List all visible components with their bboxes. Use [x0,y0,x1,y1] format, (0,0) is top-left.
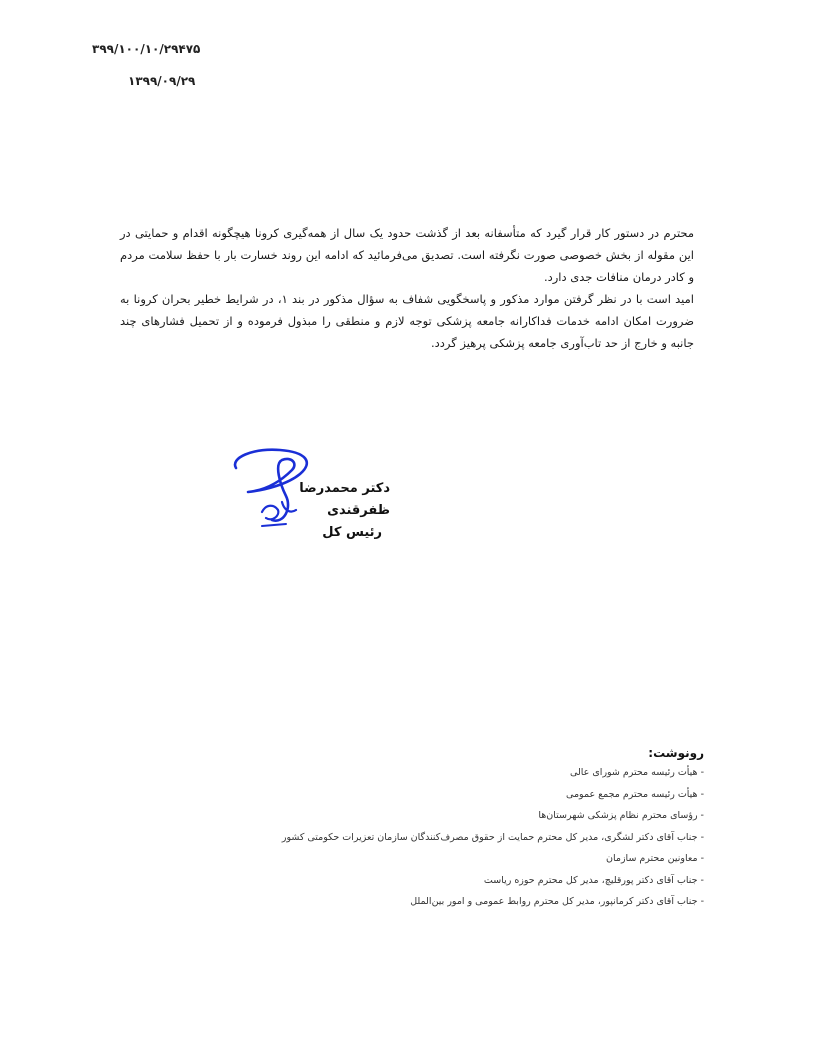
cc-item: - جناب آقای دکتر پورقلیچ، مدیر کل محترم حوزه ریاست [483,874,704,886]
signer-title: رئیس کل [322,525,382,540]
cc-title: رونوشت: [648,746,704,760]
letter-date: ۱۳۹۹/۰۹/۲۹ [128,74,196,88]
letter-number: ۳۹۹/۱۰۰/۱۰/۲۹۴۷۵ [92,42,201,56]
signer-name: دکتر محمدرضا ظفرقندی [299,481,390,518]
cc-item: - جناب آقای دکتر لشگری، مدیر کل محترم حمایت از حقوق مصرف‌کنندگان سازمان تعزیرات حکومتی کشور [281,831,704,843]
cc-item: - هیأت رئیسه محترم شورای عالی [569,767,704,778]
cc-item: - رؤسای محترم نظام پزشکی شهرستان‌ها [538,810,704,821]
cc-item: - معاونین محترم سازمان [606,853,704,864]
letter-body [120,222,694,354]
body-paragraph-1: محترم در دستور کار قرار گیرد که متأسفانه بعد از گذشت حدود یک سال از همه‌گیری کرونا هیچگونه اقدام و حمایتی در این مقوله از بخش خصوصی صورت نگرفته است. تصدیق می‌فرمائید که ادامه این روند خسارت بار با حفظ سلامت مردم و کادر درمان منافات جدی دارد. [120,226,694,284]
cc-section [244,746,704,913]
signature-block [250,478,390,544]
cc-list [244,762,704,913]
cc-item: - جناب آقای دکتر کرمانپور، مدیر کل محترم روابط عمومی و امور بین‌الملل [410,896,704,907]
body-paragraph-2: امید است با در نظر گرفتن موارد مذکور و پاسخگویی شفاف به سؤال مذکور در بند ۱، در شرایط خطیر بحران کرونا به ضرورت امکان ادامه خدمات فداکارانه جامعه پزشکی توجه لازم و منطقی را مبذول فرموده و از تحمیل فشارهای چند جانبه و خارج از حد تاب‌آوری جامعه پزشکی پرهیز گردد. [120,292,694,350]
cc-item: - هیأت رئیسه محترم مجمع عمومی [566,788,704,800]
